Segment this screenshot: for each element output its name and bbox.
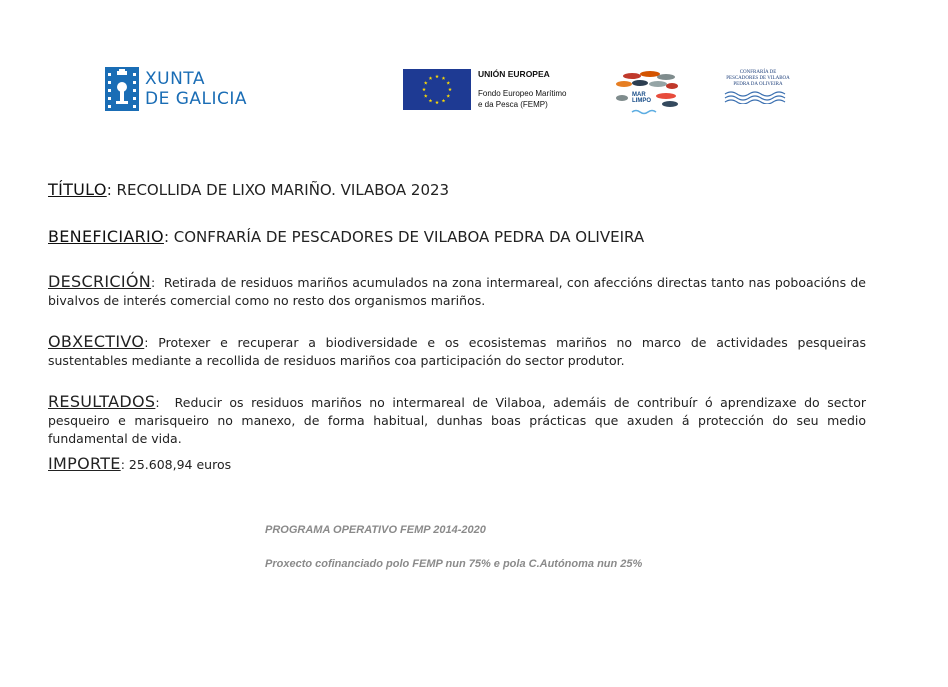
importe-field: IMPORTE: 25.608,94 euros [48,454,232,473]
eu-title: UNIÓN EUROPEA [478,69,550,79]
descricion-label: DESCRICIÓN [48,272,152,291]
titulo-label: TÍTULO [48,180,107,199]
descricion-value: Retirada de residuos mariños acumulados na zona intermareal, con afeccións directas tanto nas poboacións de bivalvos de interés comercial como no resto dos organismos mariños. [48,275,866,308]
eu-line2: e da Pesca (FEMP) [478,100,548,109]
xunta-line2: DE GALICIA [145,89,248,109]
cofinanciado-text: Proxecto cofinanciado polo FEMP nun 75% e pola C.Autónoma nun 25% [265,558,643,570]
eu-line1: Fondo Europeo Marítimo [478,89,567,98]
titulo-value: RECOLLIDA DE LIXO MARIÑO. VILABOA 2023 [116,181,450,199]
programa-operativo: PROGRAMA OPERATIVO FEMP 2014-2020 [265,524,486,536]
beneficiario-value: CONFRARÍA DE PESCADORES DE VILABOA PEDRA DA OLIVEIRA [173,228,645,246]
descricion-field: DESCRICIÓN: Retirada de residuos mariños acumulados na zona intermareal, con afeccións directas tanto nas poboacións de bivalvos de interés comercial como no resto dos organismos mariños. [48,272,866,308]
mar-limpo-logo [614,68,680,120]
xunta-shield-icon [105,67,139,111]
cofradia-logo [718,70,798,106]
cofradia-line1: CONFRARÍA DE [739,70,777,75]
beneficiario-label: BENEFICIARIO [48,227,164,246]
mar-limpo-line1: MAR [632,92,646,98]
obxectivo-label: OBXECTIVO [48,332,145,351]
cofradia-line2: PESCADORES DE VILABOA [726,76,790,81]
union-europea-logo [403,69,567,110]
waves-icon [723,90,793,104]
resultados-label: RESULTADOS [48,392,156,411]
footer [265,524,642,570]
xunta-line1: XUNTA [145,69,205,89]
importe-value: 25.608,94 euros [128,457,232,472]
obxectivo-field: OBXECTIVO: Protexer e recuperar a biodiversidade e os ecosistemas mariños no marco de actividades pesqueiras sustentables mediante a recollida de residuos mariños coa participación do sector produtor. [48,332,866,368]
beneficiario-field: BENEFICIARIO: CONFRARÍA DE PESCADORES DE VILABOA PEDRA DA OLIVEIRA [48,227,645,246]
titulo-field: TÍTULO: RECOLLIDA DE LIXO MARIÑO. VILABOA 2023 [48,180,450,199]
obxectivo-value: Protexer e recuperar a biodiversidade e os ecosistemas mariños no marco de actividades pesqueiras sustentables mediante a recollida de residuos mariños coa participación do sector produtor. [48,335,866,368]
resultados-value: Reducir os residuos mariños no intermareal de Vilaboa, ademáis de contribuír ó aprendizaxe do sector pesqueiro e marisqueiro no manexo, de forma habitual, dunhas boas prácticas que axuden á protección do seu medio fundamental de vida. [48,395,866,446]
cofradia-line3: PEDRA DA OLIVEIRA [733,82,783,87]
eu-flag-icon [403,69,471,110]
xunta-de-galicia-logo [105,67,247,111]
resultados-field: RESULTADOS: Reducir os residuos mariños no intermareal de Vilaboa, ademáis de contribuír ó aprendizaxe do sector pesqueiro e marisqueiro no manexo, de forma habitual, dunhas boas prácticas que axuden á protección do seu medio fundamental de vida. [48,392,866,446]
importe-label: IMPORTE [48,454,121,473]
mar-limpo-line2: LIMPO [632,98,651,104]
